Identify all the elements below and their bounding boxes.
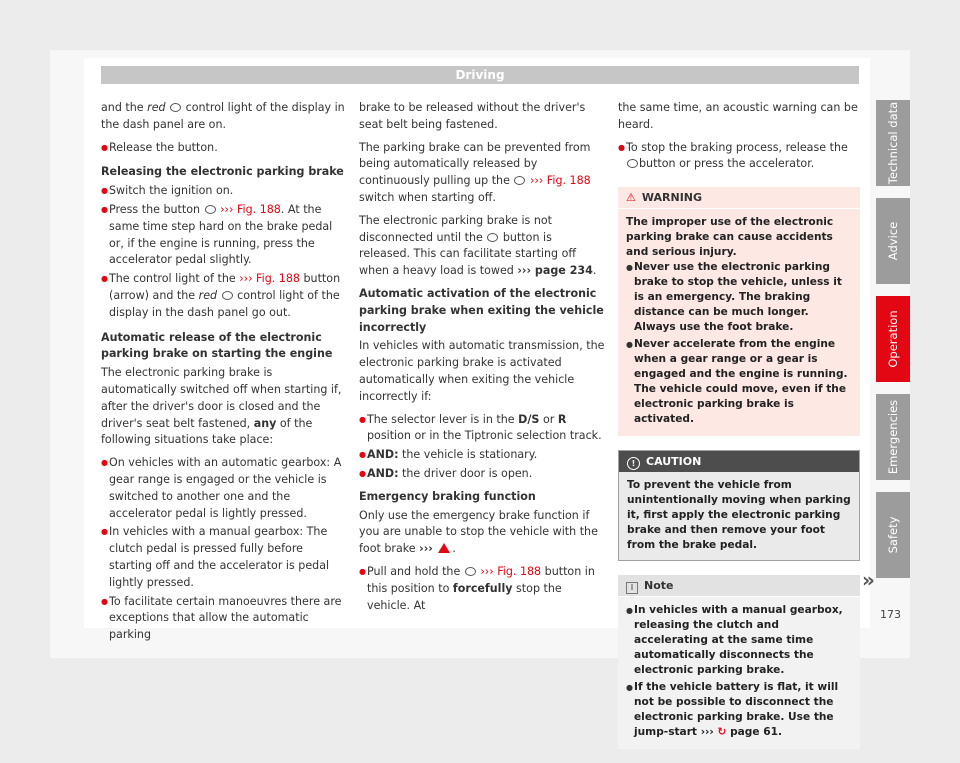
jump-start-icon: ↻ (717, 726, 727, 739)
continue-mark: » (862, 568, 875, 592)
paragraph-emergency: Only use the emergency brake function if you are unable to stop the vehicle with the foot brake ››› . (359, 508, 598, 556)
heading-exit-activation: Automatic activation of the electronic parking brake when exiting the vehicle incorrectly (359, 286, 604, 334)
fig-link[interactable]: ››› Fig. 188 (529, 174, 591, 188)
section-header: Driving (101, 66, 859, 84)
bullet-ignition: ● Switch the ignition on. (101, 183, 347, 200)
caution-header: ! CAUTION (619, 451, 859, 472)
bullet-manual-gearbox: ● In vehicles with a manual gearbox: The clutch pedal is pressed fully before starting off and the accelerator is pedal lightly pressed. (101, 524, 347, 591)
caution-text: To prevent the vehicle from unintentionally moving when parking it, first apply the electronic parking brake and then remove your foot from the brake pedal. (627, 479, 851, 552)
note-bullet: ● In vehicles with a manual gearbox, releasing the clutch and accelerating at the same time automatically disconnects the electronic parking brake. (626, 603, 852, 678)
bullet-press: ● Press the button ››› Fig. 188. At the same time step hard on the brake pedal or, if the engine is running, press the accelerator pedal slightly. (101, 202, 347, 269)
warning-icon (438, 543, 450, 553)
fig-link[interactable]: ››› Fig. 188 (480, 564, 542, 578)
parking-brake-icon (487, 233, 498, 242)
heading-releasing: Releasing the electronic parking brake (101, 165, 344, 179)
parking-brake-icon (205, 205, 216, 214)
info-icon: i (626, 582, 638, 594)
bullet-pull-hold: ● Pull and hold the ››› Fig. 188 button in this position to forcefully stop the vehicle. At (359, 564, 605, 614)
warning-bullet: ● Never accelerate from the engine when a gear range or a gear is engaged and the engine is running. The vehicle could move, even if the electronic parking brake is activated. (626, 337, 852, 427)
paragraph-disconnect: The electronic parking brake is not disconnected until the button is released. This can facilitate starting off when a heavy load is towed ››› page 234. (359, 213, 597, 278)
caution-icon: ! (627, 457, 640, 470)
page-number: 173 (880, 608, 901, 621)
bullet-stop-braking: ● To stop the braking process, release the button or press the accelerator. (618, 140, 860, 174)
parking-brake-icon (627, 159, 638, 168)
tab-safety[interactable]: Safety (876, 492, 910, 578)
bullet-stationary: ● AND: the vehicle is stationary. (359, 447, 605, 464)
note-header: i Note (618, 575, 860, 597)
column-1 (101, 100, 347, 646)
warning-box (618, 187, 860, 436)
parking-brake-icon (222, 291, 233, 300)
heading-auto-release: Automatic release of the electronic parking brake on starting the engine (101, 330, 333, 361)
warning-bullet: ● Never use the electronic parking brake to stop the vehicle, unless it is an emergency. The braking distance can be much longer. Always use the foot brake. (626, 260, 852, 335)
paragraph-intro: and the red control light of the display in the dash panel are on. (101, 101, 345, 131)
bullet-manoeuvres: ● To facilitate certain manoeuvres there are exceptions that allow the automatic parking (101, 594, 347, 644)
bullet-control-light: ● The control light of the ››› Fig. 188 button (arrow) and the red control light of the display in the dash panel go out. (101, 271, 347, 321)
parking-brake-icon (465, 567, 476, 576)
heading-emergency: Emergency braking function (359, 489, 536, 503)
column-3 (618, 100, 860, 763)
warning-icon: ⚠ (626, 191, 636, 205)
fig-link[interactable]: ››› Fig. 188 (220, 202, 281, 216)
paragraph-seatbelt: brake to be released without the driver's seat belt being fastened. (359, 101, 586, 131)
parking-brake-icon (514, 176, 525, 185)
page-link[interactable]: ››› page 234 (517, 264, 593, 278)
paragraph-exit: In vehicles with automatic transmission, the electronic parking brake is activated automatically when exiting the vehicle incorrectly if: (359, 339, 605, 403)
tab-advice[interactable]: Advice (876, 198, 910, 284)
tab-technical-data[interactable]: Technical data (876, 100, 910, 186)
fig-link[interactable]: ››› Fig. 188 (239, 272, 300, 286)
tab-operation[interactable]: Operation (876, 296, 910, 382)
paragraph-prevent: The parking brake can be prevented from being automatically released by continuously pulling up the ››› Fig. 188 switch when starting off. (359, 140, 591, 204)
note-box (618, 575, 860, 749)
parking-brake-icon (170, 103, 181, 112)
caution-box (618, 450, 860, 561)
bullet-release: ● Release the button. (101, 140, 347, 157)
page-link[interactable]: page 61 (726, 726, 779, 739)
note-bullet: ● If the vehicle battery is flat, it will not be possible to disconnect the electronic parking brake. Use the jump-start ››› ↻ page 61. (626, 680, 852, 740)
paragraph-auto-release: The electronic parking brake is automatically switched off when starting if, after the driver's door is closed and the driver's seat belt fastened, any of the following situations take place: (101, 366, 342, 447)
bullet-selector: ● The selector lever is in the D/S or R position or in the Tiptronic selection track. (359, 412, 605, 446)
tab-emergencies[interactable]: Emergencies (876, 394, 910, 480)
bullet-door-open: ● AND: the driver door is open. (359, 466, 605, 483)
warning-header: ⚠ WARNING (618, 187, 860, 209)
warning-intro: The improper use of the electronic parking brake can cause accidents and serious injury. (626, 216, 834, 259)
bullet-auto-gearbox: ● On vehicles with an automatic gearbox: A gear range is engaged or the vehicle is switched to another one and the accelerator pedal is lightly pressed. (101, 455, 347, 522)
paragraph-acoustic: the same time, an acoustic warning can be heard. (618, 101, 858, 131)
column-2 (359, 100, 605, 616)
